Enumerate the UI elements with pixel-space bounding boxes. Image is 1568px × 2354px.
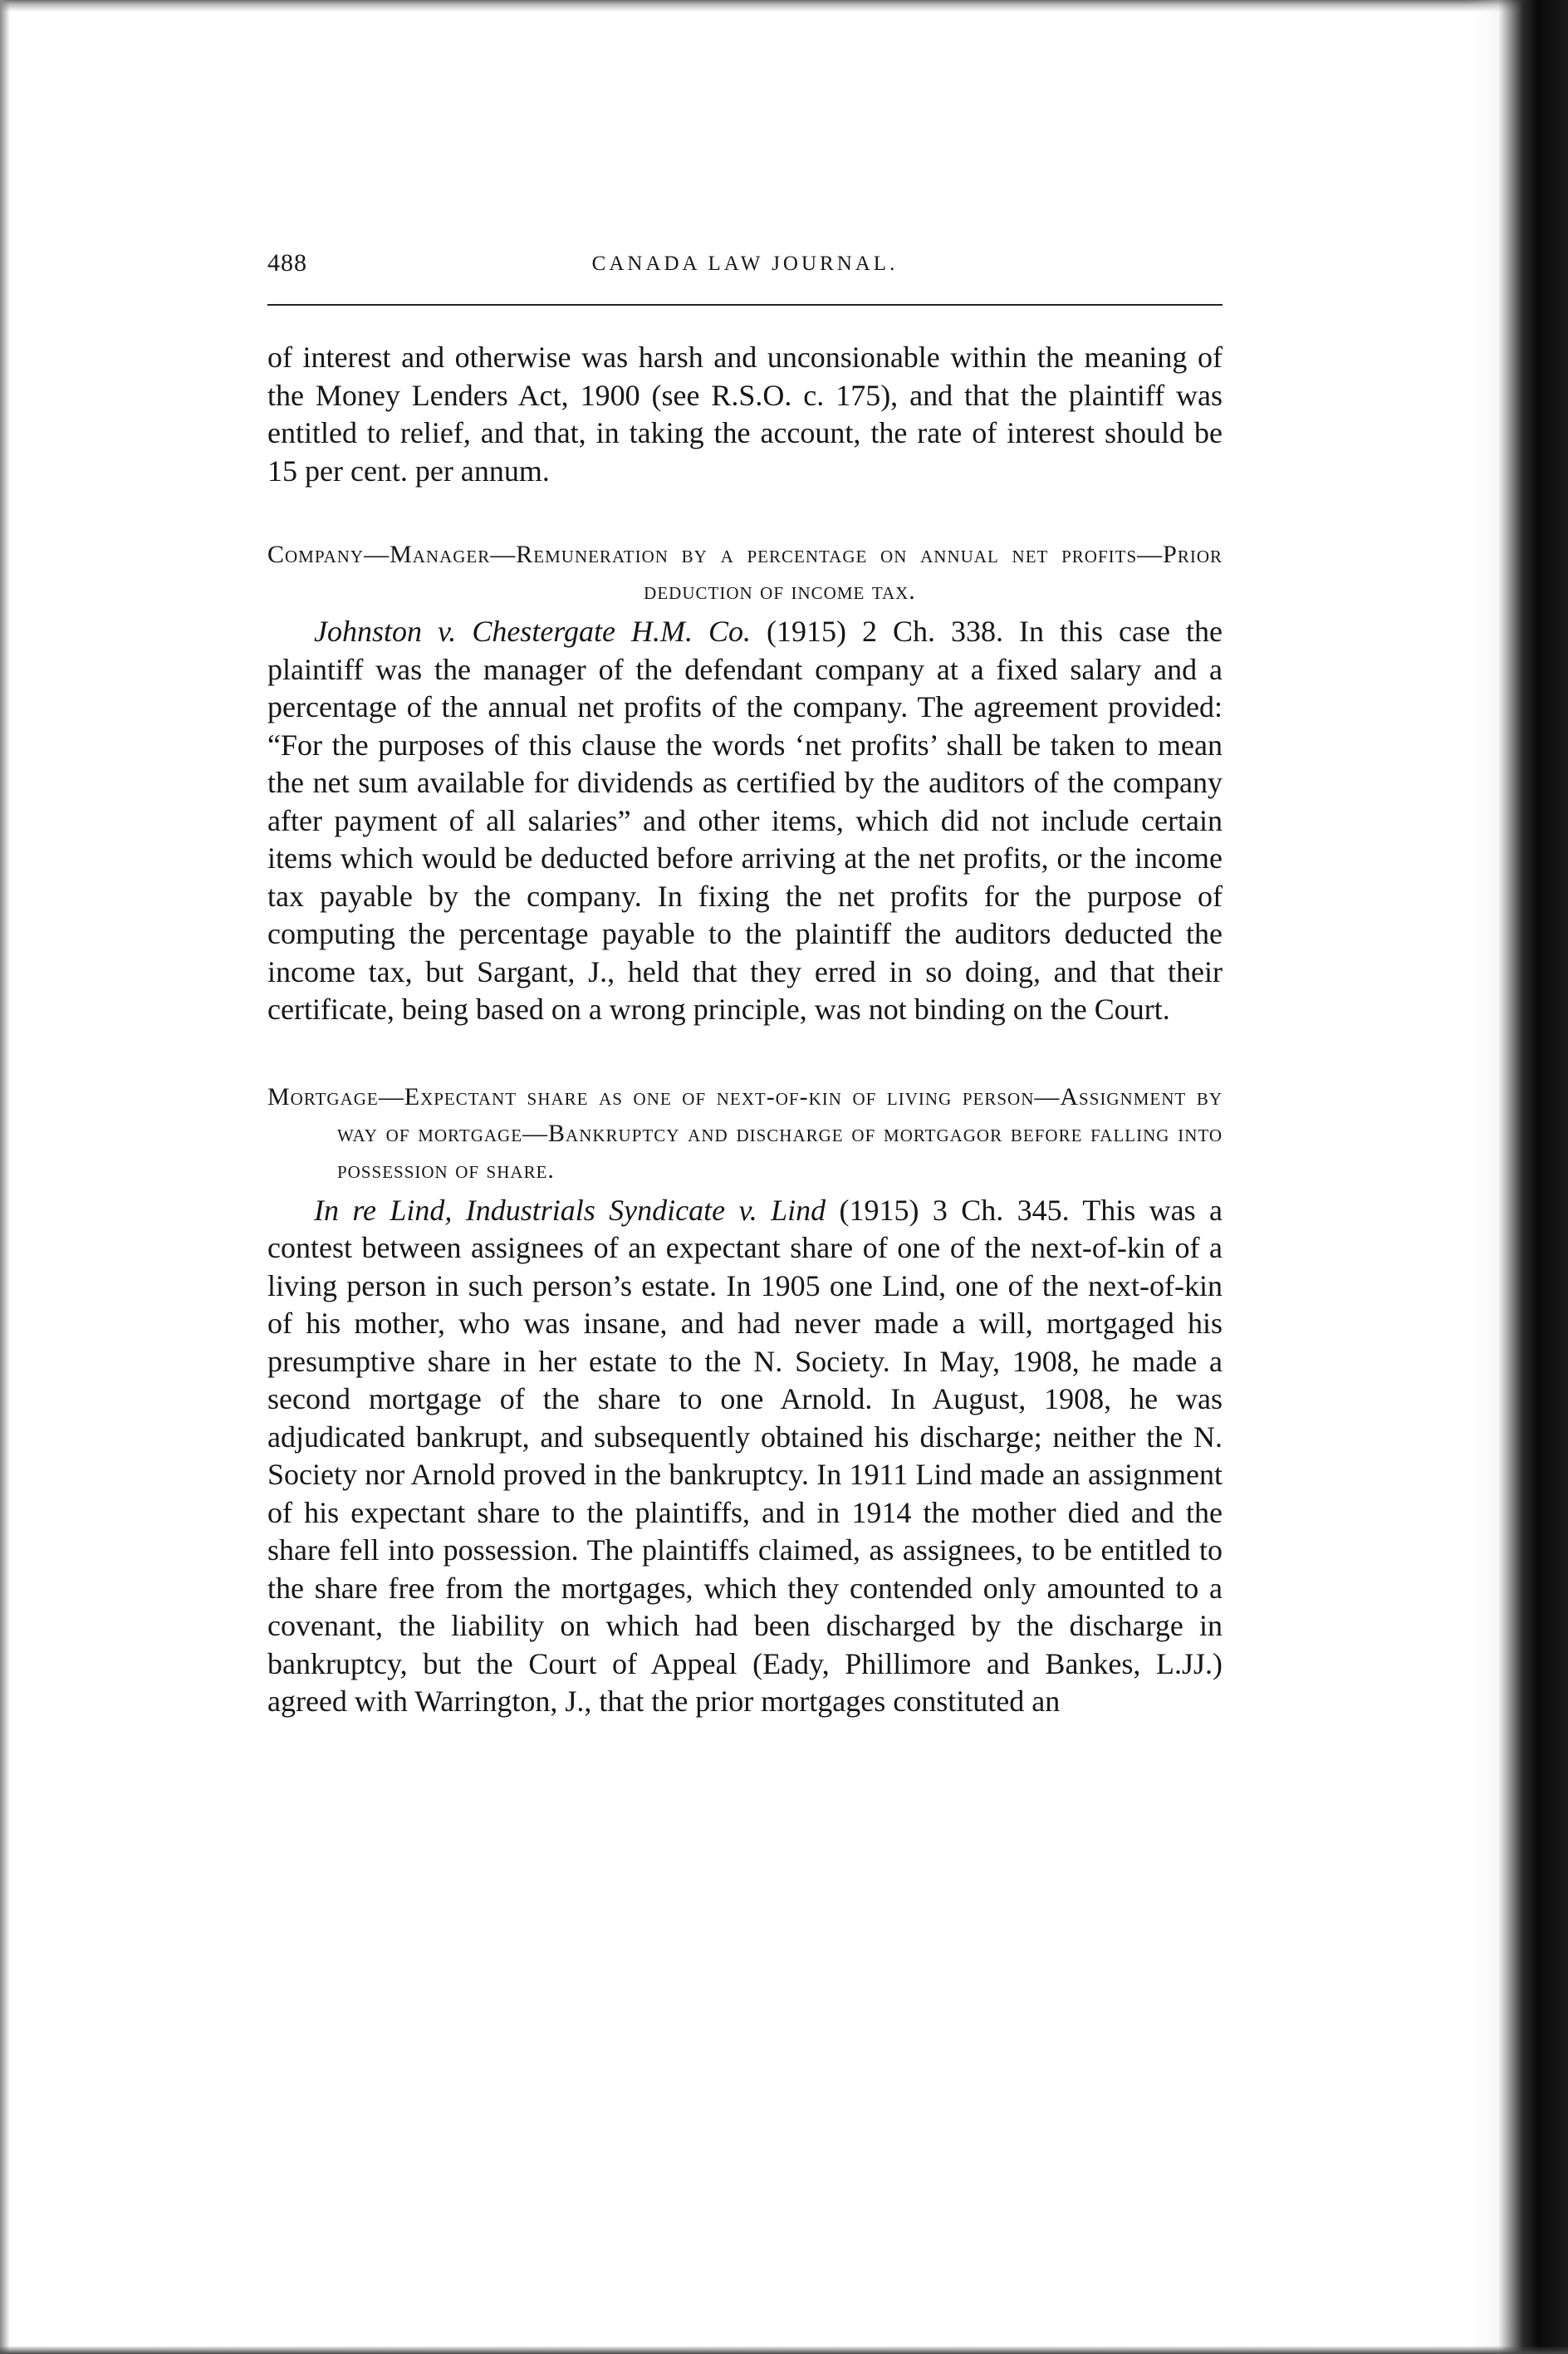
running-head [267,249,1223,287]
case-name-johnston: Johnston v. Chestergate H.M. Co. [314,615,751,648]
section-body-mortgage [267,1192,1223,1721]
scan-border-bottom [0,2346,1568,2354]
scan-border-right [1468,0,1568,2354]
section-heading-mortgage: Mortgage—Expectant share as one of next-of-kin of living person—Assignment by way of mortgage—Bankruptcy and discharge of mortgagor before falling into possession of share. [267,1082,1223,1184]
case-text-johnston: In this case the plaintiff was the manager of the defendant company at a fixed salary and a percentage of the annual net profits of the company. The agreement provided: “For the purposes of this clause the words ‘net profits’ shall be taken to mean the net sum available for dividends as certified by the auditors of the company after payment of all salaries” and other items, which did not include certain items which would be deducted before arriving at the net profits, or the income tax payable by the company. In fixing the net profits for the purpose of computing the percentage payable to the plaintiff the auditors deducted the income tax, but Sargant, J., held that they erred in so doing, and that their certificate, being based on a wrong principle, was not binding on the Court. [267,615,1223,1026]
opening-paragraph: of interest and otherwise was harsh and unconsionable within the meaning of the Money Lenders Act, 1900 (see R.S.O. c. 175), and that the plaintiff was entitled to relief, and that, in taking the account, the rate of interest should be 15 per cent. per annum. [267,341,1223,488]
header-rule [267,304,1223,306]
page-number: 488 [267,249,307,277]
case-citation-lind: (1915) 3 Ch. 345. [826,1193,1083,1227]
case-name-lind: In re Lind, Industrials Syndicate v. Lind [314,1193,826,1227]
journal-title: CANADA LAW JOURNAL. [591,253,899,275]
section-body-company [267,613,1223,1029]
case-citation-johnston: (1915) 2 Ch. 338. [750,615,1020,648]
scan-border-top [0,0,1568,12]
case-text-lind: This was a contest between assignees of an expectant share of one of the next-of-kin of a living person in such person’s estate. In 1905 one Lind, one of the next-of-kin of his mother, who was insane, and had never made a will, mortgaged his presumptive share in her estate to the N. Society. In May, 1908, he made a second mortgage of the share to one Arnold. In August, 1908, he was adjudicated bankrupt, and subsequently obtained his discharge; neither the N. Society nor Arnold proved in the bankruptcy. In 1911 Lind made an assignment of his expectant share to the plaintiffs, and in 1914 the mother died and the share fell into possession. The plaintiffs claimed, as assignees, to be entitled to the share free from the mortgages, which they contended only amounted to a covenant, the liability on which had been discharged by the discharge in bankruptcy, but the Court of Appeal (Eady, Phillimore and Bankes, L.JJ.) agreed with Warrington, J., that the prior mortgages constituted an [267,1193,1223,1718]
journal-page [267,249,1223,1721]
section-heading-company: Company—Manager—Remuneration by a percentage on annual net profits—Prior deduction of income tax. [267,541,1223,605]
scan-border-left [0,0,10,2354]
